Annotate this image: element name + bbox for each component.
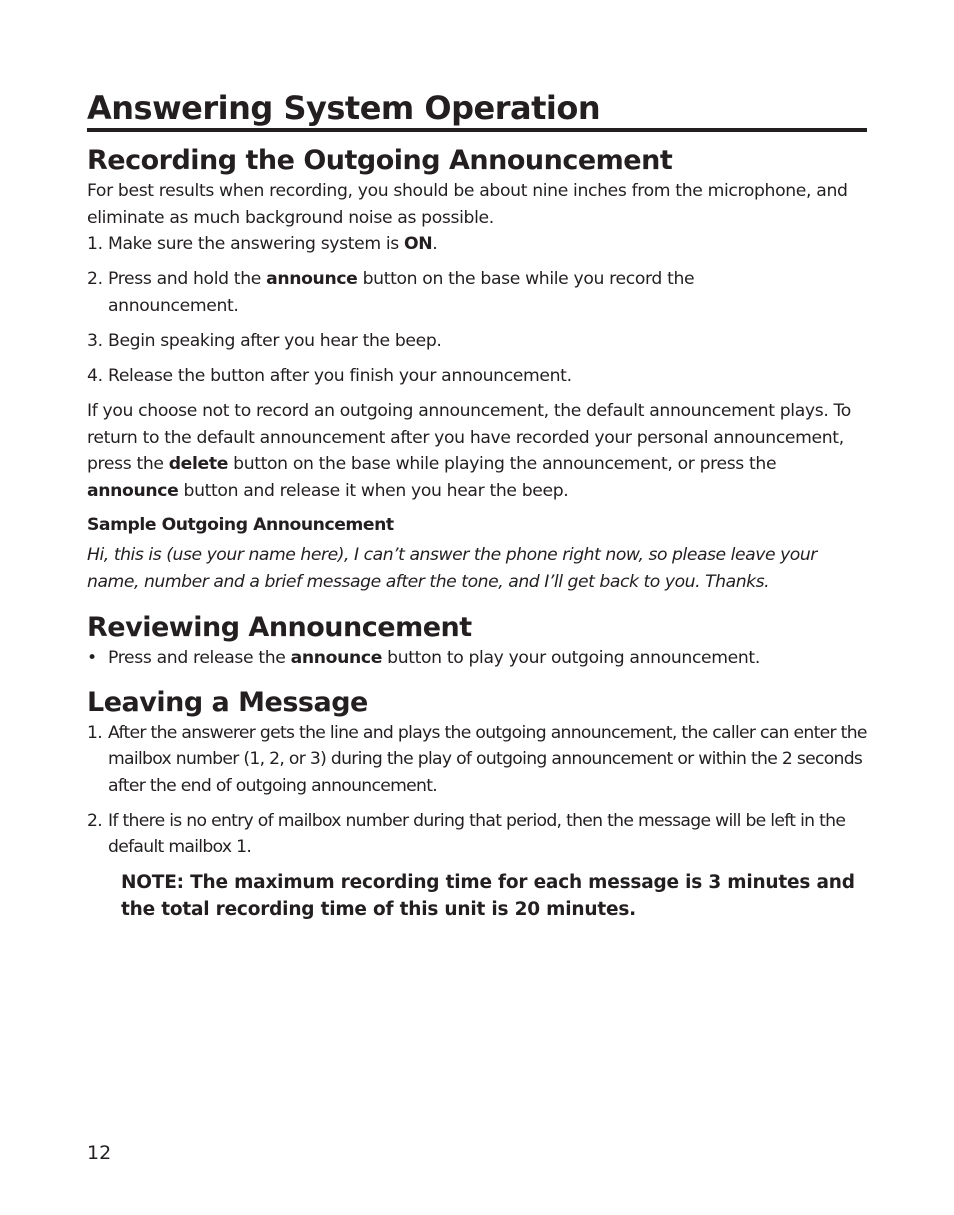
reviewing-list [87, 645, 867, 672]
recording-time-note: NOTE: The maximum recording time for each message is 3 minutes and the total recording time of this unit is 20 minutes. [121, 871, 855, 920]
section-heading-leaving: Leaving a Message [87, 686, 368, 718]
page-title: Answering System Operation [87, 88, 867, 132]
manual-page [87, 88, 867, 923]
page-number: 12 [87, 1142, 112, 1164]
default-announcement-paragraph: If you choose not to record an outgoing announcement, the default announcement plays. To return to the default announcement after you have recorded your personal announcement, press the delete button on the base while playing the announcement, or press the announce button and release it when you hear the beep. [87, 401, 851, 501]
list-item: 2. Press and hold the announce button on the base while you record the announcement. [87, 269, 695, 316]
list-item: 1. After the answerer gets the line and plays the outgoing announcement, the caller can enter the mailbox number (1, 2, or 3) during the play of outgoing announcement or within the 2 seconds after the end of outgoing announcement. [87, 722, 867, 796]
recording-steps [87, 231, 867, 389]
list-item: 3. Begin speaking after you hear the beep. [87, 330, 442, 351]
list-item: 2. If there is no entry of mailbox number during that period, then the message will be left in the default mailbox 1. [87, 810, 846, 857]
sample-announcement-heading: Sample Outgoing Announcement [87, 515, 394, 535]
section-heading-reviewing: Reviewing Announcement [87, 612, 472, 643]
section-heading-recording: Recording the Outgoing Announcement [87, 145, 673, 176]
recording-intro: For best results when recording, you should be about nine inches from the microphone, and eliminate as much background noise as possible. [87, 181, 848, 228]
leaving-steps [87, 720, 867, 861]
list-item: 4. Release the button after you finish your announcement. [87, 365, 572, 386]
list-item: • Press and release the announce button to play your outgoing announcement. [87, 648, 760, 668]
sample-announcement-text: Hi, this is (use your name here), I can’t answer the phone right now, so please leave your name, number and a brief message after the tone, and I’ll get back to you. Thanks. [87, 545, 817, 592]
list-item: 1. Make sure the answering system is ON. [87, 234, 438, 254]
